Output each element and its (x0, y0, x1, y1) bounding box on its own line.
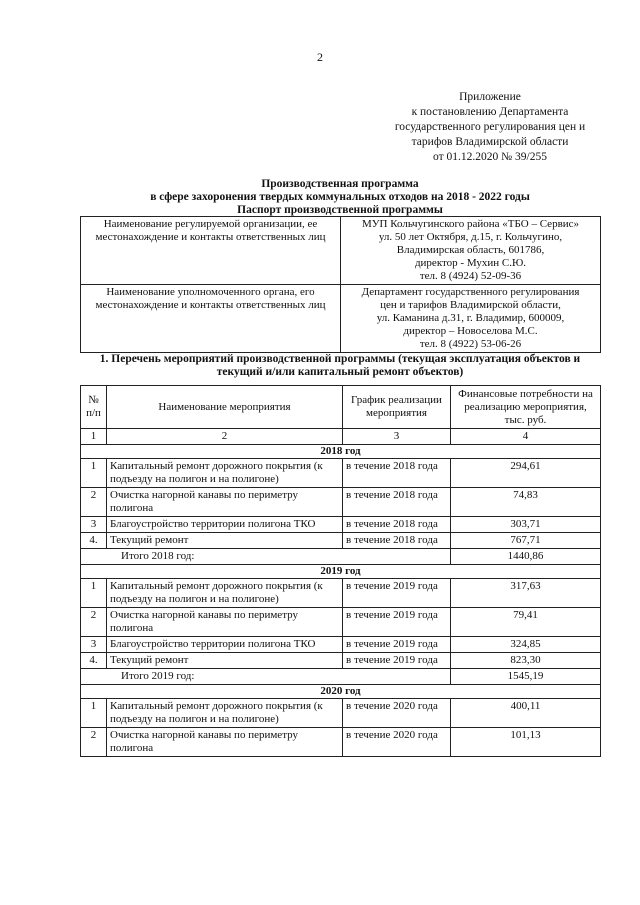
row-schedule: в течение 2020 года (343, 699, 451, 728)
appendix-line: Приложение (459, 91, 521, 103)
row-number: 1 (81, 459, 107, 488)
row-number: 2 (81, 608, 107, 637)
table-row (81, 579, 601, 608)
column-number: 1 (81, 429, 107, 445)
passport-row (81, 217, 601, 285)
row-number: 4. (81, 653, 107, 669)
activities-table (80, 385, 601, 757)
column-number-row (81, 429, 601, 445)
table-row (81, 608, 601, 637)
row-value: 400,11 (451, 699, 601, 728)
header-num: № п/п (81, 386, 107, 429)
row-value: 303,71 (451, 517, 601, 533)
row-number: 3 (81, 517, 107, 533)
passport-label: Наименование уполномоченного органа, его местонахождение и контакты ответственных лиц (81, 285, 341, 353)
year-row (81, 565, 601, 579)
year-row (81, 445, 601, 459)
row-value: 294,61 (451, 459, 601, 488)
row-number: 2 (81, 728, 107, 757)
document-title (80, 178, 600, 217)
total-row (81, 669, 601, 685)
row-number: 3 (81, 637, 107, 653)
row-name: Очистка нагорной канавы по периметру полигона (107, 488, 343, 517)
passport-value (341, 217, 601, 285)
appendix-block (360, 90, 620, 165)
row-schedule: в течение 2019 года (343, 637, 451, 653)
column-number: 4 (451, 429, 601, 445)
table-row (81, 517, 601, 533)
row-name: Благоустройство территории полигона ТКО (107, 637, 343, 653)
row-schedule: в течение 2018 года (343, 459, 451, 488)
row-schedule: в течение 2018 года (343, 533, 451, 549)
table-row (81, 637, 601, 653)
total-value: 1545,19 (451, 669, 601, 685)
appendix-line: к постановлению Департамента (411, 106, 569, 118)
total-row (81, 549, 601, 565)
row-number: 4. (81, 533, 107, 549)
table-header-row (81, 386, 601, 429)
row-name: Очистка нагорной канавы по периметру полигона (107, 728, 343, 757)
column-number: 2 (107, 429, 343, 445)
appendix-line: тарифов Владимирской области (411, 136, 569, 148)
section-heading (80, 353, 600, 379)
row-value: 324,85 (451, 637, 601, 653)
header-name: Наименование мероприятия (107, 386, 343, 429)
row-value: 74,83 (451, 488, 601, 517)
row-schedule: в течение 2019 года (343, 653, 451, 669)
passport-value-line: Владимирская область, 601786, (396, 244, 545, 256)
passport-value-line: ул. 50 лет Октября, д.15, г. Кольчугино, (378, 231, 563, 243)
row-schedule: в течение 2019 года (343, 608, 451, 637)
total-value: 1440,86 (451, 549, 601, 565)
row-name: Капитальный ремонт дорожного покрытия (к подъезду на полигон и на полигоне) (107, 459, 343, 488)
row-name: Очистка нагорной канавы по периметру полигона (107, 608, 343, 637)
table-row (81, 699, 601, 728)
year-label: 2018 год (81, 445, 601, 459)
passport-value-line: ул. Каманина д.31, г. Владимир, 600009, (376, 312, 565, 324)
section-heading-line: текущий и/или капитальный ремонт объектов) (216, 366, 464, 378)
table-row (81, 488, 601, 517)
total-label: Итого 2018 год: (81, 549, 451, 565)
page-number: 2 (317, 50, 323, 64)
row-name: Благоустройство территории полигона ТКО (107, 517, 343, 533)
section-heading-line: 1. Перечень мероприятий производственной программы (текущая эксплуатация объектов и (99, 353, 581, 365)
row-name: Текущий ремонт (107, 533, 343, 549)
row-name: Капитальный ремонт дорожного покрытия (к подъезду на полигон и на полигоне) (107, 579, 343, 608)
passport-row (81, 285, 601, 353)
year-label: 2020 год (81, 685, 601, 699)
row-value: 317,63 (451, 579, 601, 608)
passport-value-line: МУП Кольчугинского района «ТБО – Сервис» (361, 218, 580, 230)
passport-value-line: директор - Мухин С.Ю. (414, 257, 527, 269)
row-schedule: в течение 2019 года (343, 579, 451, 608)
total-label: Итого 2019 год: (81, 669, 451, 685)
header-schedule: График реализации мероприятия (343, 386, 451, 429)
passport-value (341, 285, 601, 353)
table-row (81, 728, 601, 757)
row-number: 1 (81, 699, 107, 728)
row-value: 767,71 (451, 533, 601, 549)
passport-value-line: директор – Новоселова М.С. (403, 325, 538, 337)
appendix-line: от 01.12.2020 № 39/255 (433, 151, 547, 163)
year-row (81, 685, 601, 699)
title-line-3: Паспорт производственной программы (237, 204, 443, 216)
row-schedule: в течение 2018 года (343, 488, 451, 517)
header-finance: Финансовые потребности на реализацию мероприятия, тыс. руб. (451, 386, 601, 429)
table-row (81, 459, 601, 488)
row-number: 2 (81, 488, 107, 517)
passport-value-line: цен и тарифов Владимирской области, (380, 299, 561, 311)
appendix-line: государственного регулирования цен и (394, 121, 586, 133)
row-name: Капитальный ремонт дорожного покрытия (к подъезду на полигон и на полигоне) (107, 699, 343, 728)
passport-table (80, 216, 601, 353)
row-value: 823,30 (451, 653, 601, 669)
passport-value-line: тел. 8 (4922) 53-06-26 (419, 338, 522, 350)
passport-value-line: Департамент государственного регулирования (361, 286, 580, 298)
passport-value-line: тел. 8 (4924) 52-09-36 (419, 270, 522, 282)
title-line-1: Производственная программа (261, 178, 419, 190)
table-row (81, 653, 601, 669)
column-number: 3 (343, 429, 451, 445)
year-label: 2019 год (81, 565, 601, 579)
row-value: 79,41 (451, 608, 601, 637)
passport-label: Наименование регулируемой организации, ее местонахождение и контакты ответственных лиц (81, 217, 341, 285)
row-number: 1 (81, 579, 107, 608)
title-line-2: в сфере захоронения твердых коммунальных отходов на 2018 - 2022 годы (150, 191, 530, 203)
table-row (81, 533, 601, 549)
row-name: Текущий ремонт (107, 653, 343, 669)
row-schedule: в течение 2018 года (343, 517, 451, 533)
row-value: 101,13 (451, 728, 601, 757)
row-schedule: в течение 2020 года (343, 728, 451, 757)
